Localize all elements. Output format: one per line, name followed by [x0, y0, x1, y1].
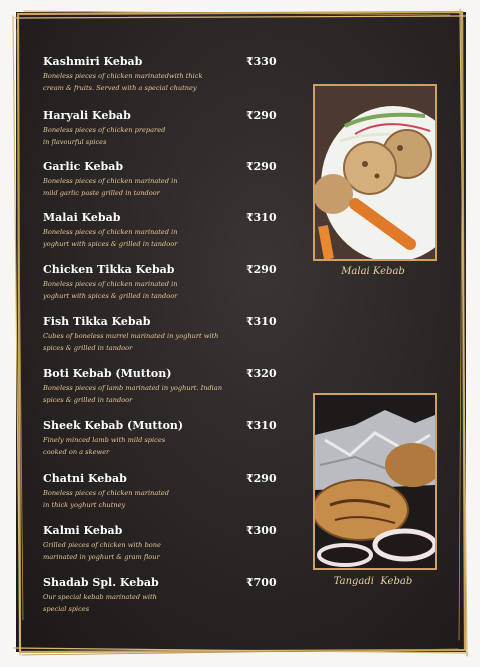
tangadi-kebab-foil-icon [315, 395, 435, 568]
menu-item [43, 55, 277, 95]
photo-caption: Tangadi Kebab [333, 576, 413, 587]
item-price: ₹290 [246, 472, 277, 485]
malai-kebab-photo [313, 84, 437, 261]
item-description: Boneless pieces of chicken marinated in yoghurt with spices & grilled in tandoor [43, 280, 178, 301]
menu-item [43, 211, 277, 251]
item-price: ₹330 [246, 55, 277, 68]
item-price: ₹290 [246, 160, 277, 173]
item-name: Malai Kebab [43, 211, 121, 224]
malai-kebab-plate-icon [315, 86, 435, 259]
item-description: Boneless pieces of chicken marinatedwith thick cream & fruits. Served with a special chutney [43, 72, 203, 93]
item-name: Garlic Kebab [43, 160, 124, 173]
item-description: Grilled pieces of chicken with bone marinated in yoghurt & gram flour [43, 541, 161, 562]
item-description: Finely minced lamb with mild spices cooked on a skewer [43, 436, 166, 457]
item-name: Shadab Spl. Kebab [43, 576, 159, 589]
item-description: Boneless pieces of chicken prepared in flavourful spices [43, 126, 166, 147]
item-description: Our special kebab marinated with special spices [43, 593, 157, 614]
item-price: ₹290 [246, 263, 277, 276]
menu-item [43, 160, 277, 200]
item-name: Boti Kebab (Mutton) [43, 367, 172, 380]
item-description: Boneless pieces of chicken marinated in thick yoghurt chutney [43, 489, 170, 510]
item-description: Boneless pieces of lamb marinated in yoghurt. Indian spices & grilled in tandoor [43, 384, 222, 405]
menu-item [43, 472, 277, 512]
menu-item [43, 109, 277, 149]
item-name: Fish Tikka Kebab [43, 315, 151, 328]
tangadi-kebab-photo [313, 393, 437, 570]
item-description: Cubes of boneless murrel marinated in yoghurt with spices & grilled in tandoor [43, 332, 219, 353]
item-price: ₹700 [246, 576, 277, 589]
menu-item [43, 524, 277, 564]
item-name: Chicken Tikka Kebab [43, 263, 175, 276]
item-price: ₹310 [246, 315, 277, 328]
item-name: Kalmi Kebab [43, 524, 123, 537]
item-name: Kashmiri Kebab [43, 55, 143, 68]
item-price: ₹290 [246, 109, 277, 122]
item-description: Boneless pieces of chicken marinated in yoghurt with spices & grilled in tandoor [43, 228, 178, 249]
menu-item [43, 263, 277, 303]
menu-item [43, 419, 277, 459]
photo-caption: Malai Kebab [341, 266, 405, 277]
item-name: Chatni Kebab [43, 472, 127, 485]
item-price: ₹300 [246, 524, 277, 537]
item-description: Boneless pieces of chicken marinated in mild garlic paste grilled in tandoor [43, 177, 178, 198]
item-price: ₹310 [246, 211, 277, 224]
item-price: ₹310 [246, 419, 277, 432]
menu-item [43, 315, 277, 355]
item-name: Sheek Kebab (Mutton) [43, 419, 184, 432]
menu-item [43, 576, 277, 616]
item-price: ₹320 [246, 367, 277, 380]
item-name: Haryali Kebab [43, 109, 131, 122]
menu-item [43, 367, 277, 407]
